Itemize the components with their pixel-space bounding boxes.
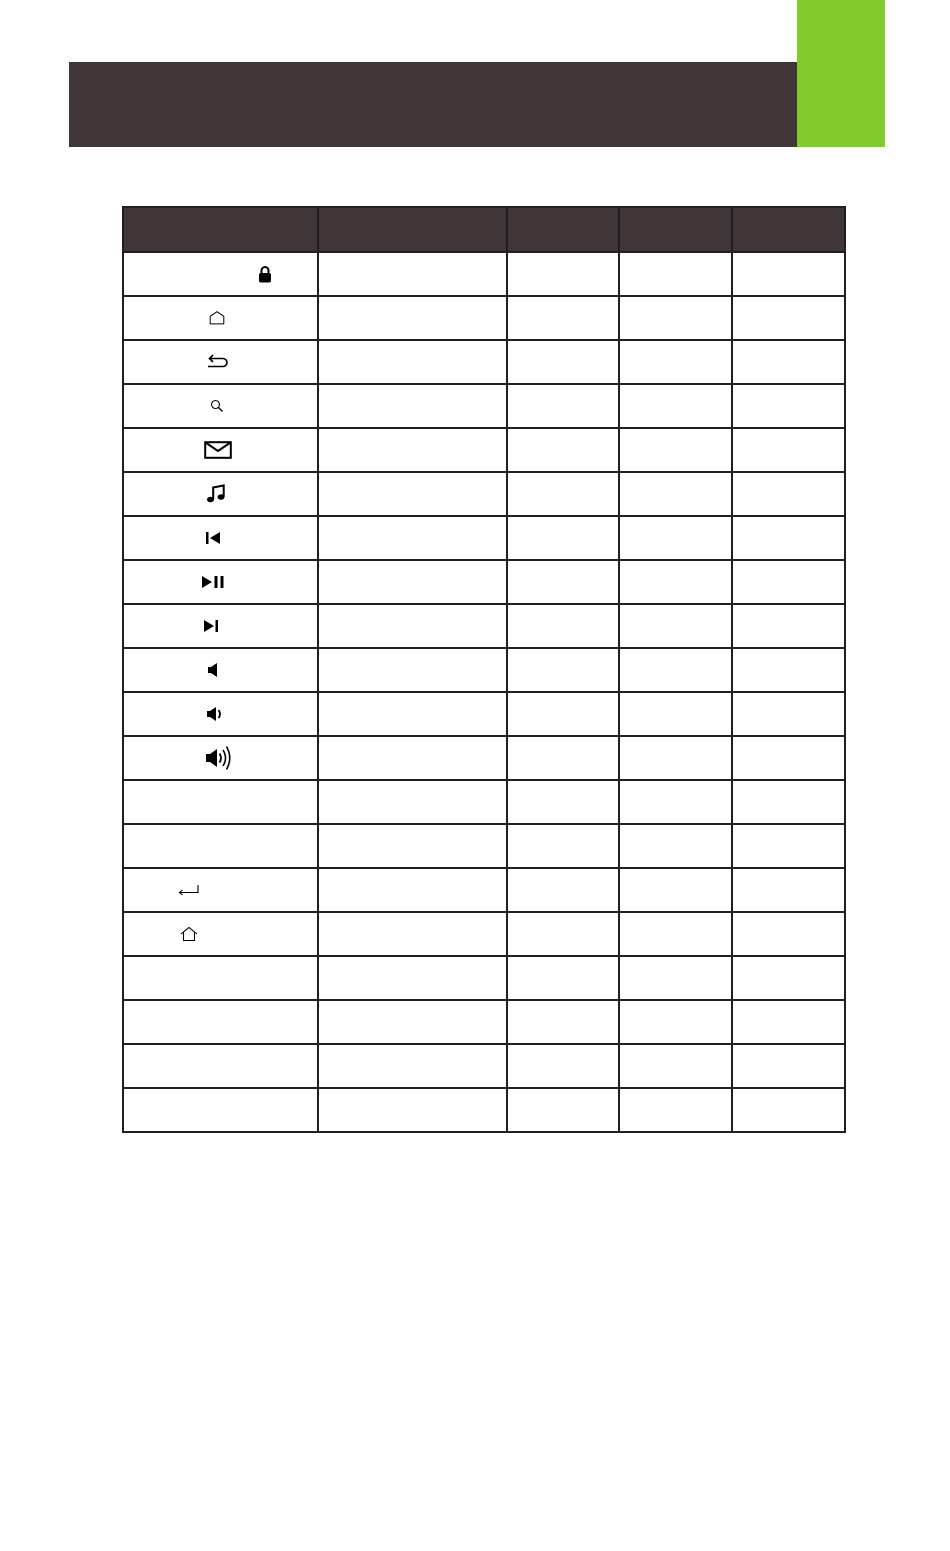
table-row — [123, 1044, 845, 1088]
enter-icon — [178, 884, 200, 896]
table-cell — [732, 340, 845, 384]
table-cell — [732, 912, 845, 956]
table-cell — [507, 472, 619, 516]
key-cell — [123, 648, 318, 692]
table-cell — [732, 296, 845, 340]
table-cell — [507, 296, 619, 340]
table-row — [123, 780, 845, 824]
table-row — [123, 560, 845, 604]
accent-tab — [797, 0, 885, 147]
table-cell — [507, 1044, 619, 1088]
table-cell — [619, 648, 731, 692]
table-cell — [318, 868, 507, 912]
table-cell — [318, 1000, 507, 1044]
next-track-icon — [203, 620, 219, 633]
table-cell — [732, 516, 845, 560]
table-cell — [732, 648, 845, 692]
header-cell — [123, 207, 318, 252]
table-cell — [619, 296, 731, 340]
table-cell — [619, 912, 731, 956]
table-cell — [619, 780, 731, 824]
key-cell — [123, 472, 318, 516]
table-row — [123, 384, 845, 428]
key-cell — [123, 340, 318, 384]
table-cell — [619, 824, 731, 868]
table-cell — [619, 340, 731, 384]
table-cell — [318, 736, 507, 780]
table-cell — [318, 824, 507, 868]
table-cell — [318, 692, 507, 736]
table-cell — [318, 912, 507, 956]
table-cell — [732, 1088, 845, 1132]
header-cell — [619, 207, 731, 252]
home-outline-icon — [209, 311, 225, 326]
table-cell — [318, 296, 507, 340]
table-cell — [507, 912, 619, 956]
table-row — [123, 604, 845, 648]
lock-icon — [258, 265, 272, 283]
table-cell — [619, 516, 731, 560]
key-cell — [123, 736, 318, 780]
table-cell — [507, 604, 619, 648]
key-cell — [123, 1044, 318, 1088]
table-cell — [732, 824, 845, 868]
table-cell — [732, 956, 845, 1000]
mute-icon — [207, 662, 219, 678]
table-cell — [318, 780, 507, 824]
table-cell — [732, 692, 845, 736]
header-bar — [69, 62, 797, 147]
key-cell — [123, 1000, 318, 1044]
table-cell — [732, 868, 845, 912]
table-cell — [507, 560, 619, 604]
table-cell — [619, 252, 731, 296]
table-cell — [507, 516, 619, 560]
table-cell — [507, 384, 619, 428]
shortcut-table — [122, 206, 846, 1133]
table-cell — [732, 252, 845, 296]
search-icon — [210, 399, 224, 413]
table-cell — [619, 736, 731, 780]
table-cell — [619, 428, 731, 472]
key-cell — [123, 428, 318, 472]
table-cell — [318, 516, 507, 560]
table-cell — [507, 1088, 619, 1132]
table-cell — [318, 648, 507, 692]
table-cell — [507, 648, 619, 692]
table-cell — [318, 428, 507, 472]
header-cell — [732, 207, 845, 252]
table-cell — [507, 780, 619, 824]
table-cell — [507, 1000, 619, 1044]
volume-up-icon — [205, 745, 233, 771]
table-cell — [507, 868, 619, 912]
table-cell — [732, 1044, 845, 1088]
table-cell — [732, 780, 845, 824]
table-cell — [318, 340, 507, 384]
key-cell — [123, 692, 318, 736]
table-cell — [318, 1088, 507, 1132]
key-cell — [123, 516, 318, 560]
header-cell — [318, 207, 507, 252]
table-cell — [619, 604, 731, 648]
table-row — [123, 912, 845, 956]
table-row — [123, 1088, 845, 1132]
back-arrow-icon — [206, 354, 230, 370]
key-cell — [123, 252, 318, 296]
table-cell — [507, 736, 619, 780]
key-cell — [123, 1088, 318, 1132]
key-cell — [123, 780, 318, 824]
key-cell — [123, 868, 318, 912]
music-note-icon — [206, 484, 226, 504]
table-cell — [507, 956, 619, 1000]
table-cell — [318, 252, 507, 296]
table-cell — [732, 736, 845, 780]
home-icon — [180, 926, 198, 942]
table-row — [123, 868, 845, 912]
mail-icon — [204, 441, 232, 459]
table-cell — [318, 956, 507, 1000]
table-cell — [619, 1000, 731, 1044]
table-row — [123, 736, 845, 780]
table-cell — [318, 560, 507, 604]
table-cell — [619, 692, 731, 736]
table-cell — [318, 472, 507, 516]
table-row — [123, 648, 845, 692]
key-cell — [123, 384, 318, 428]
table-cell — [619, 472, 731, 516]
table-row — [123, 516, 845, 560]
header-cell — [507, 207, 619, 252]
table-cell — [619, 1088, 731, 1132]
table-row — [123, 956, 845, 1000]
key-cell — [123, 956, 318, 1000]
table-row — [123, 296, 845, 340]
key-cell — [123, 560, 318, 604]
table-cell — [619, 956, 731, 1000]
table-row — [123, 340, 845, 384]
key-cell — [123, 912, 318, 956]
table-cell — [318, 604, 507, 648]
volume-down-icon — [206, 706, 224, 722]
table-cell — [619, 384, 731, 428]
table-row — [123, 692, 845, 736]
play-pause-icon — [201, 576, 227, 589]
table-cell — [507, 428, 619, 472]
table-cell — [732, 384, 845, 428]
table-cell — [507, 692, 619, 736]
table-cell — [318, 1044, 507, 1088]
table-header-row — [123, 207, 845, 252]
table-row — [123, 428, 845, 472]
table-cell — [507, 252, 619, 296]
table-cell — [732, 428, 845, 472]
table-row — [123, 824, 845, 868]
table-cell — [732, 1000, 845, 1044]
table-cell — [732, 560, 845, 604]
key-cell — [123, 824, 318, 868]
table-row — [123, 252, 845, 296]
table-cell — [507, 824, 619, 868]
key-cell — [123, 604, 318, 648]
table-cell — [619, 1044, 731, 1088]
table-cell — [732, 604, 845, 648]
table-cell — [732, 472, 845, 516]
table-row — [123, 472, 845, 516]
table-row — [123, 1000, 845, 1044]
previous-track-icon — [205, 532, 221, 545]
table-cell — [619, 868, 731, 912]
table-cell — [619, 560, 731, 604]
table-cell — [507, 340, 619, 384]
table-cell — [318, 384, 507, 428]
key-cell — [123, 296, 318, 340]
